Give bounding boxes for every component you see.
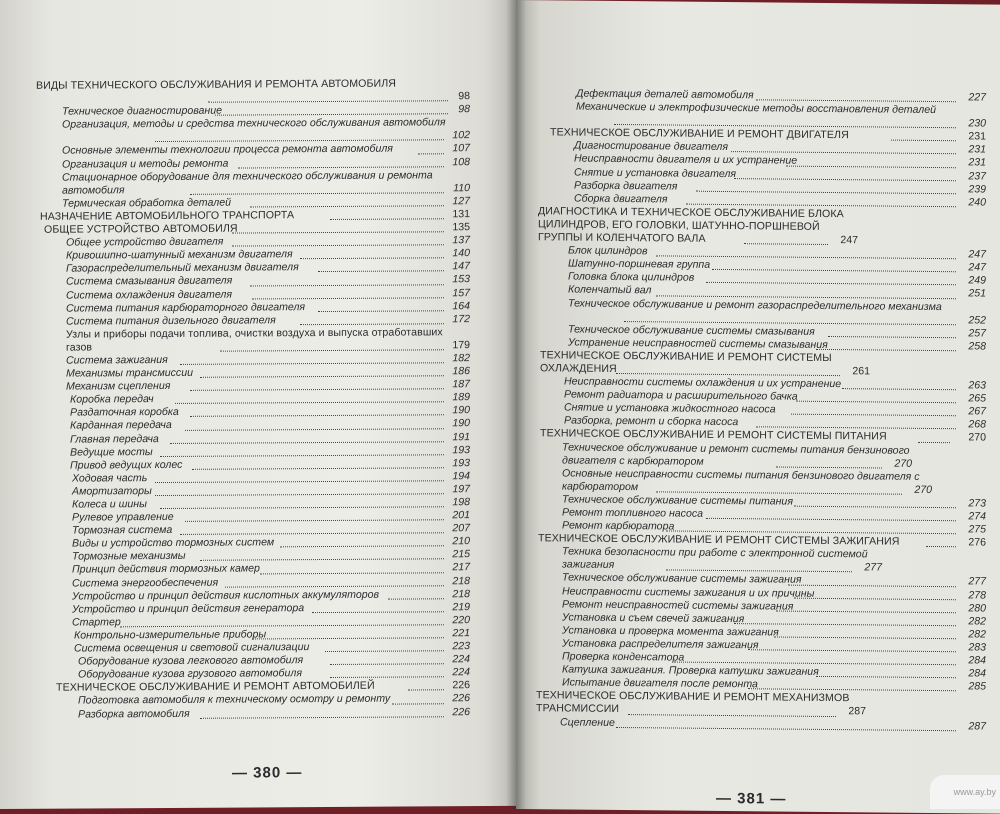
toc-entry-title: Головка блока цилиндров: [568, 270, 695, 285]
toc-page-number: 137: [452, 234, 470, 247]
toc-page-number: 231: [968, 143, 986, 156]
right-toc: [516, 87, 986, 733]
dot-leader: [208, 100, 448, 102]
toc-page-number: 172: [452, 312, 470, 325]
toc-page-number: 107: [452, 142, 470, 155]
toc-page-number: 226: [452, 705, 470, 718]
toc-entry-title: Дефектация деталей автомобиля: [576, 87, 754, 102]
toc-entry-title: Общее устройство двигателя: [66, 235, 224, 249]
toc-page-number: 131: [452, 208, 470, 221]
toc-page-number: 140: [452, 247, 470, 260]
toc-page-number: 267: [968, 405, 986, 418]
toc-entry-title: Техническое обслуживание и ремонт системы питания бензинового двигателя с карбюратором: [562, 440, 910, 468]
toc-entry-title: Система питания дизельного двигателя: [66, 314, 276, 328]
toc-page-number: 201: [452, 509, 470, 522]
toc-entry-title: Сцепление: [560, 715, 615, 729]
toc-entry-title: Снятие и установка жидкостного насоса: [564, 401, 776, 416]
toc-entry-title: Диагностирование двигателя: [574, 139, 729, 154]
toc-page-number: 258: [968, 340, 986, 353]
toc-entry-title: Главная передача: [70, 432, 159, 446]
toc-entry-title: Газораспределительный механизм двигателя: [66, 261, 299, 275]
toc-entry-title: ТЕХНИЧЕСКОЕ ОБСЛУЖИВАНИЕ И РЕМОНТ АВТОМОБИЛЕЙ: [56, 680, 375, 694]
toc-entry-title: Механические и электрофизические методы восстановления деталей: [576, 100, 937, 117]
toc-page-number: 190: [452, 417, 470, 430]
toc-entry-title: Механизмы трансмиссии: [66, 366, 193, 380]
toc-entry-title: Контрольно-измерительные приборы: [74, 628, 267, 642]
toc-page-number: 147: [452, 260, 470, 273]
toc-entry-title: Техническое диагностирование: [62, 104, 223, 118]
toc-entry: [516, 441, 912, 471]
toc-page-number: 110: [453, 181, 470, 194]
toc-page-number: 230: [968, 117, 986, 130]
toc-entry-title: Установка и проверка момента зажигания: [562, 624, 779, 639]
toc-entry-title: Установка распределителя зажигания: [562, 637, 759, 652]
toc-entry-title: Ведущие мосты: [70, 445, 153, 459]
toc-page-number: 282: [968, 615, 986, 628]
toc-page-number: 231: [968, 130, 986, 143]
toc-entry-title: Неисправности системы охлаждения и их устранение: [564, 375, 842, 391]
toc-entry-title: Система освещения и световой сигнализации: [74, 641, 310, 655]
toc-entry-title: Шатунно-поршневая группа: [568, 257, 711, 272]
toc-page-number: 252: [968, 313, 986, 327]
toc-entry-title: ТЕХНИЧЕСКОЕ ОБСЛУЖИВАНИЕ И РЕМОНТ МЕХАНИЗМОВ ТРАНСМИССИИ: [536, 689, 850, 716]
toc-entry-title: Неисправности системы зажигания и их причины: [562, 585, 815, 600]
toc-entry-title: Термическая обработка деталей: [62, 196, 231, 210]
toc-entry-title: Блок цилиндров: [568, 244, 648, 258]
toc-entry-title: Ремонт радиатора и расширительного бачка: [564, 388, 798, 403]
right-page: [516, 0, 1000, 814]
toc-entry-title: Виды и устройство тормозных систем: [72, 536, 275, 550]
toc-page-number: 221: [452, 627, 470, 640]
toc-page-number: 190: [452, 404, 470, 417]
toc-entry-title: Карданная передача: [70, 419, 172, 433]
toc-page-number: 179: [452, 339, 470, 352]
toc-page-number: 265: [968, 392, 986, 405]
toc-entry-title: Кривошипно-шатунный механизм двигателя: [66, 248, 293, 262]
toc-page-number: 153: [452, 273, 470, 286]
toc-entry-title: ТЕХНИЧЕСКОЕ ОБСЛУЖИВАНИЕ И РЕМОНТ СИСТЕМЫ ЗАЖИГАНИЯ: [538, 532, 900, 548]
toc-entry-title: Устройство и принцип действия генератора: [72, 601, 305, 616]
toc-entry-title: ОБЩЕЕ УСТРОЙСТВО АВТОМОБИЛЯ: [44, 222, 238, 236]
toc-page-number: 285: [968, 680, 986, 693]
toc-entry-title: Коленчатый вал: [568, 283, 652, 297]
toc-entry-title: Ходовая часть: [72, 471, 148, 485]
toc-entry-title: Стартер: [72, 616, 121, 629]
toc-page-number: 223: [452, 640, 470, 653]
toc-entry-title: Техническое обслуживание системы зажигания: [562, 571, 802, 587]
toc-page-number: 98: [458, 103, 470, 116]
toc-page-number: 261: [852, 365, 870, 378]
toc-entry: [0, 116, 470, 145]
toc-entry-title: Разборка двигателя: [574, 179, 678, 193]
toc-entry: [0, 77, 470, 106]
toc-entry-title: Организация, методы и средства технического обслуживания автомобиля: [62, 116, 446, 131]
toc-entry-title: Привод ведущих колес: [70, 458, 183, 472]
toc-page-number: 240: [968, 196, 986, 209]
toc-entry-title: Система зажигания: [66, 353, 168, 367]
toc-entry-title: Техническое обслуживание системы смазывания: [568, 323, 815, 338]
toc-entry: [0, 169, 470, 198]
toc-page-number: 186: [452, 365, 470, 378]
toc-entry-title: Техника безопасности при работе с электронной системой зажигания: [562, 545, 868, 572]
toc-page-number: 226: [452, 692, 470, 705]
toc-page-number: 226: [452, 679, 470, 692]
toc-entry-title: ТЕХНИЧЕСКОЕ ОБСЛУЖИВАНИЕ И РЕМОНТ СИСТЕМЫ ПИТАНИЯ: [540, 427, 887, 444]
toc-page-number: 102: [452, 129, 470, 142]
toc-page-number: 283: [968, 641, 986, 654]
toc-page-number: 270: [968, 431, 986, 444]
toc-page-number: 249: [968, 274, 986, 287]
dot-leader: [408, 690, 444, 691]
toc-entry-title: Устройство и принцип действия кислотных аккумуляторов: [72, 588, 380, 603]
book-gutter: [506, 0, 526, 809]
toc-page-number: 287: [848, 705, 866, 718]
toc-entry-title: Техническое обслуживание и ремонт газораспределительного механизма: [568, 297, 942, 313]
toc-page-number: 284: [968, 654, 986, 667]
toc-entry-title: Подготовка автомобиля к техническому осмотру и ремонту: [78, 693, 391, 707]
toc-page-number: 270: [914, 483, 932, 496]
toc-page-number: 227: [968, 91, 986, 104]
toc-entry-title: ТЕХНИЧЕСКОЕ ОБСЛУЖИВАНИЕ И РЕМОНТ СИСТЕМЫ ОХЛАЖДЕНИЯ: [540, 349, 832, 375]
toc-entry-title: Стационарное оборудование для технического обслуживания и ремонта автомобиля: [62, 169, 433, 197]
toc-entry-title: Ремонт карбюратора: [562, 519, 675, 533]
toc-entry: [516, 467, 932, 497]
toc-entry-title: Система смазывания двигателя: [66, 274, 233, 289]
toc-entry-title: ДИАГНОСТИКА И ТЕХНИЧЕСКОЕ ОБСЛУЖИВАНИЕ БЛОКА ЦИЛИНДРОВ, ЕГО ГОЛОВКИ, ШАТУННО-ПОРШНЕВОЙ ГРУППЫ И КОЛЕНЧАТОГО ВАЛА: [538, 205, 844, 245]
toc-entry-title: Испытание двигателя после ремонта: [562, 676, 758, 691]
toc-entry-title: Тормозная система: [72, 524, 173, 537]
toc-entry-title: Разборка автомобиля: [78, 707, 190, 721]
toc-entry-title: Оборудование кузова легкового автомобиля: [78, 654, 304, 668]
toc-page-number: 219: [452, 600, 470, 613]
toc-entry-title: Коробка передач: [70, 393, 154, 406]
toc-page-number: 263: [968, 379, 986, 392]
toc-page-number: 274: [968, 510, 986, 523]
toc-entry-title: Организация и методы ремонта: [62, 157, 229, 171]
toc-page-number: 217: [452, 561, 470, 574]
toc-entry: [516, 716, 986, 734]
toc-page-number: 270: [894, 457, 912, 470]
toc-page-number: 287: [968, 719, 986, 733]
toc-entry: [0, 326, 470, 355]
toc-entry-title: Система охлаждения двигателя: [66, 288, 232, 302]
toc-entry-title: Основные элементы технологии процесса ремонта автомобиля: [62, 143, 393, 158]
toc-entry-title: Тормозные механизмы: [72, 550, 186, 563]
toc-page-number: 220: [452, 613, 470, 627]
toc-entry: [0, 706, 470, 722]
toc-page-number: 182: [452, 352, 470, 365]
toc-page-number: 224: [452, 666, 470, 679]
toc-page-number: 247: [968, 248, 986, 261]
toc-entry: [516, 205, 858, 248]
toc-entry: [516, 545, 882, 575]
toc-entry-title: ТЕХНИЧЕСКОЕ ОБСЛУЖИВАНИЕ И РЕМОНТ ДВИГАТЕЛЯ: [550, 126, 849, 142]
toc-page-number: 210: [452, 535, 470, 548]
toc-page-number: 275: [968, 523, 986, 536]
toc-entry-title: Катушка зажигания. Проверка катушки зажигания: [562, 663, 819, 679]
toc-page-number: 197: [452, 483, 470, 496]
toc-entry-title: Неисправности двигателя и их устранение: [574, 153, 798, 168]
toc-entry-title: Сборка двигателя: [574, 192, 668, 206]
toc-page-number: 257: [968, 327, 986, 340]
toc-entry-title: Колеса и шины: [72, 498, 147, 511]
toc-page-number: 284: [968, 667, 986, 680]
toc-page-number: 273: [968, 497, 986, 510]
toc-page-number: 198: [452, 496, 470, 509]
toc-page-number: 193: [452, 443, 470, 456]
toc-entry: [516, 349, 870, 379]
toc-page-number: 194: [452, 469, 470, 483]
toc-page-number: 282: [968, 628, 986, 641]
toc-page-number: 280: [968, 602, 986, 615]
toc-entry-title: Устранение неисправностей системы смазывания: [568, 336, 828, 351]
toc-entry-title: Раздаточная коробка: [70, 406, 179, 419]
toc-page-number: 157: [452, 286, 470, 299]
toc-page-number: 218: [452, 587, 470, 600]
toc-entry-title: Принцип действия тормозных камер: [72, 562, 260, 577]
toc-page-number: 98: [458, 90, 470, 103]
page-number-left: — 380 —: [232, 764, 303, 782]
left-toc: [0, 77, 470, 721]
toc-entry-title: Снятие и установка двигателя: [574, 166, 737, 180]
dot-leader: [418, 153, 444, 154]
toc-page-number: 239: [968, 182, 986, 196]
toc-page-number: 277: [968, 575, 986, 588]
toc-page-number: 187: [452, 378, 470, 391]
toc-entry-title: Механизм сцепления: [66, 380, 171, 393]
toc-page-number: 277: [864, 561, 882, 574]
toc-entry-title: Узлы и приборы подачи топлива, очистки воздуха и выпуска отработавших газов: [66, 326, 443, 354]
toc-page-number: 191: [452, 430, 470, 443]
toc-entry-title: Проверка конденсатора: [562, 650, 685, 664]
toc-page-number: 237: [968, 169, 986, 183]
toc-page-number: 193: [452, 456, 470, 469]
toc-entry-title: Основные неисправности системы питания бензинового двигателя с карбюратором: [562, 467, 920, 494]
toc-page-number: 268: [968, 418, 986, 431]
toc-entry-title: Система энергообеспечения: [72, 576, 219, 590]
toc-entry-title: Техническое обслуживание системы питания: [562, 493, 793, 508]
toc-entry-title: Установка и съем свечей зажигания: [562, 611, 745, 625]
toc-page-number: 251: [968, 287, 986, 300]
toc-page-number: 189: [452, 391, 470, 404]
toc-entry-title: Разборка, ремонт и сборка насоса: [564, 414, 739, 429]
toc-entry-title: ВИДЫ ТЕХНИЧЕСКОГО ОБСЛУЖИВАНИЯ И РЕМОНТА АВТОМОБИЛЯ: [36, 77, 397, 92]
toc-page-number: 231: [968, 156, 986, 169]
toc-entry-title: Оборудование кузова грузового автомобиля: [78, 667, 302, 681]
watermark: www.ay.by: [930, 775, 1000, 809]
toc-page-number: 207: [452, 522, 470, 535]
toc-page-number: 108: [452, 155, 470, 168]
toc-entry-title: Ремонт неисправностей системы зажигания: [562, 598, 794, 613]
toc-page-number: 278: [968, 588, 986, 602]
page-number-right: — 381 —: [716, 789, 787, 808]
toc-page-number: 215: [452, 548, 470, 561]
toc-entry-title: Рулевое управление: [72, 511, 174, 524]
toc-page-number: 127: [452, 194, 470, 208]
toc-entry: [516, 689, 866, 719]
toc-entry-title: НАЗНАЧЕНИЕ АВТОМОБИЛЬНОГО ТРАНСПОРТА: [40, 209, 295, 223]
toc-entry-title: Система питания карбюраторного двигателя: [66, 300, 306, 315]
toc-entry-title: Ремонт топливного насоса: [562, 506, 704, 520]
toc-entry-title: Амортизаторы: [72, 484, 152, 498]
toc-page-number: 135: [452, 221, 470, 234]
toc-page-number: 164: [452, 299, 470, 312]
toc-page-number: 276: [968, 536, 986, 549]
toc-page-number: 247: [968, 261, 986, 274]
toc-page-number: 224: [452, 653, 470, 666]
toc-page-number: 247: [840, 234, 858, 247]
toc-page-number: 218: [452, 574, 470, 587]
